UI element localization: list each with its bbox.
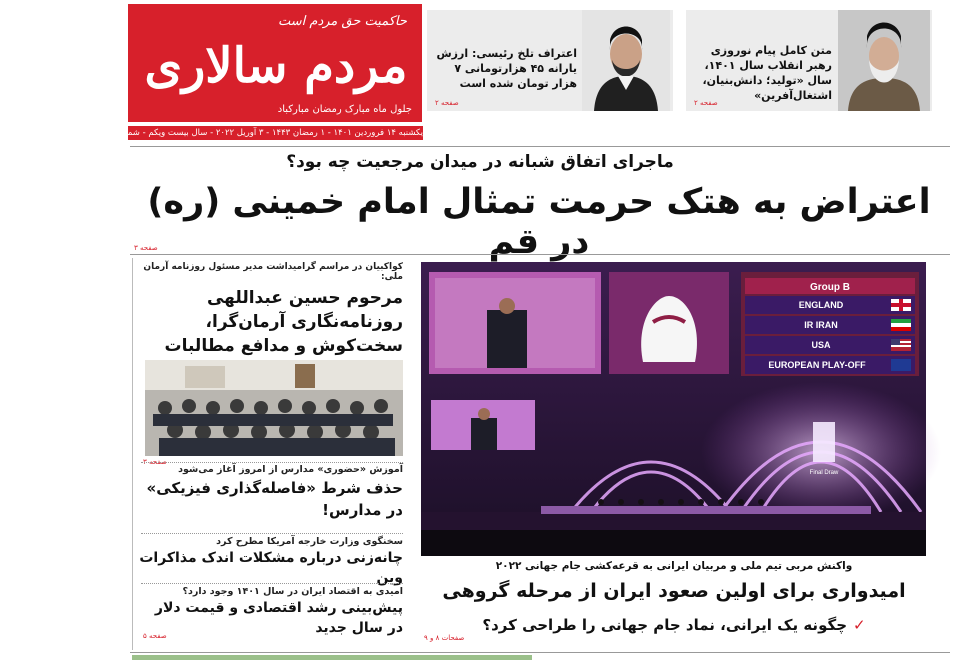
team-european-playoff: EUROPEAN PLAY-OFF — [768, 360, 866, 370]
group-b-title: Group B — [810, 282, 850, 293]
story-kicker: امیدی به اقتصاد ایران در سال ۱۴۰۱ وجود دارد؟ — [182, 586, 403, 597]
lead-headline[interactable]: اعتراض به هتک حرمت تمثال امام خمینی (ره) در قم — [147, 182, 931, 262]
page-ref: صفحه ۲ — [694, 99, 718, 107]
draw-logo-text: Final Draw — [809, 470, 839, 476]
story-economy[interactable] — [139, 586, 403, 638]
page-ref: صفحه ۵ — [143, 632, 167, 640]
footer-strip — [132, 655, 532, 660]
main-story-subtitle[interactable] — [424, 616, 924, 634]
story-schools[interactable] — [139, 464, 403, 521]
team-usa: USA — [811, 340, 831, 350]
story-kicker: کواکبیان در مراسم گرامیداشت مدیر مسئول روزنامه آرمان ملی: — [143, 262, 403, 282]
team-england: ENGLAND — [798, 300, 844, 310]
world-cup-draw-photo — [421, 262, 926, 556]
divider — [141, 533, 403, 534]
ceremony-photo — [145, 360, 403, 456]
story-title: پیش‌بینی رشد اقتصادی و قیمت دلار در سال جدید — [154, 600, 403, 636]
divider — [130, 146, 950, 147]
story-title: چانه‌زنی درباره مشکلات اندک مذاکرات وین — [139, 550, 403, 586]
page-ref: صفحه ۳ — [143, 458, 167, 466]
newspaper-logo[interactable] — [128, 4, 422, 122]
logo-slogan: حاکمیت حق مردم است — [278, 14, 407, 29]
story-kicker: سخنگوی وزارت خارجه آمریکا مطرح کرد — [216, 536, 403, 547]
story-kicker: آموزش «حضوری» مدارس از امروز آغاز می‌شود — [178, 464, 403, 475]
teaser-text: اعتراف تلخ رئیسی: ارزش یارانه ۴۵ هزارتومانی ۷ هزار تومان شده است — [436, 47, 577, 90]
lead-kicker: ماجرای اتفاق شبانه در میدان مرجعیت چه بود؟ — [286, 152, 674, 172]
main-story-title[interactable]: امیدواری برای اولین صعود ایران از مرحله گروهی — [442, 580, 906, 602]
divider — [141, 462, 403, 463]
left-column — [132, 258, 407, 650]
divider — [141, 583, 403, 584]
dateline: یکشنبه ۱۴ فروردین ۱۴۰۱ - ۱ رمضان ۱۴۴۳ - ۳ آوریل ۲۰۲۲ - سال بیست ویکم - شماره ۶۱۸۱ - ۱۲ صفحه - ۲۰۰۰۰ تومان — [0, 128, 423, 138]
logo-tagline: جلول ماه مبارک رمضان مبارکباد — [277, 104, 412, 115]
checkmark-icon: ✓ — [853, 616, 866, 634]
teaser-photo — [838, 10, 930, 111]
subtitle-text: چگونه یک ایرانی، نماد جام جهانی را طراحی کرد؟ — [482, 616, 848, 634]
divider — [130, 254, 950, 255]
story-title: حذف شرط «فاصله‌گذاری فیزیکی» در مدارس! — [146, 479, 403, 519]
photo-caption: واکنش مربی تیم ملی و مربیان ایرانی به قرعه‌کشی جام جهانی ۲۰۲۲ — [495, 560, 853, 572]
teaser-nowruz-message[interactable] — [686, 10, 932, 111]
team-iran: IR IRAN — [804, 320, 838, 330]
page-ref: صفحه ۲ — [435, 99, 459, 107]
story-vienna-talks[interactable] — [139, 536, 403, 588]
logo-name: مردم سالاری — [144, 38, 408, 94]
page-ref: صفحات ۸ و ۹ — [424, 634, 465, 642]
story-title: مرحوم حسین عبداللهی روزنامه‌نگاری آرمان‌گرا، سخت‌کوش و مدافع مطالبات — [164, 288, 403, 356]
divider — [130, 652, 950, 653]
page-ref: صفحه ۳ — [134, 244, 158, 252]
masthead — [0, 0, 956, 140]
teaser-raisi[interactable] — [427, 10, 673, 111]
teaser-text: متن کامل پیام نوروزی رهبر انقلاب سال ۱۴۰۱، سال «تولید؛ دانش‌بنیان، اشتغال‌آفرین» — [702, 44, 832, 102]
teaser-photo — [582, 10, 670, 111]
